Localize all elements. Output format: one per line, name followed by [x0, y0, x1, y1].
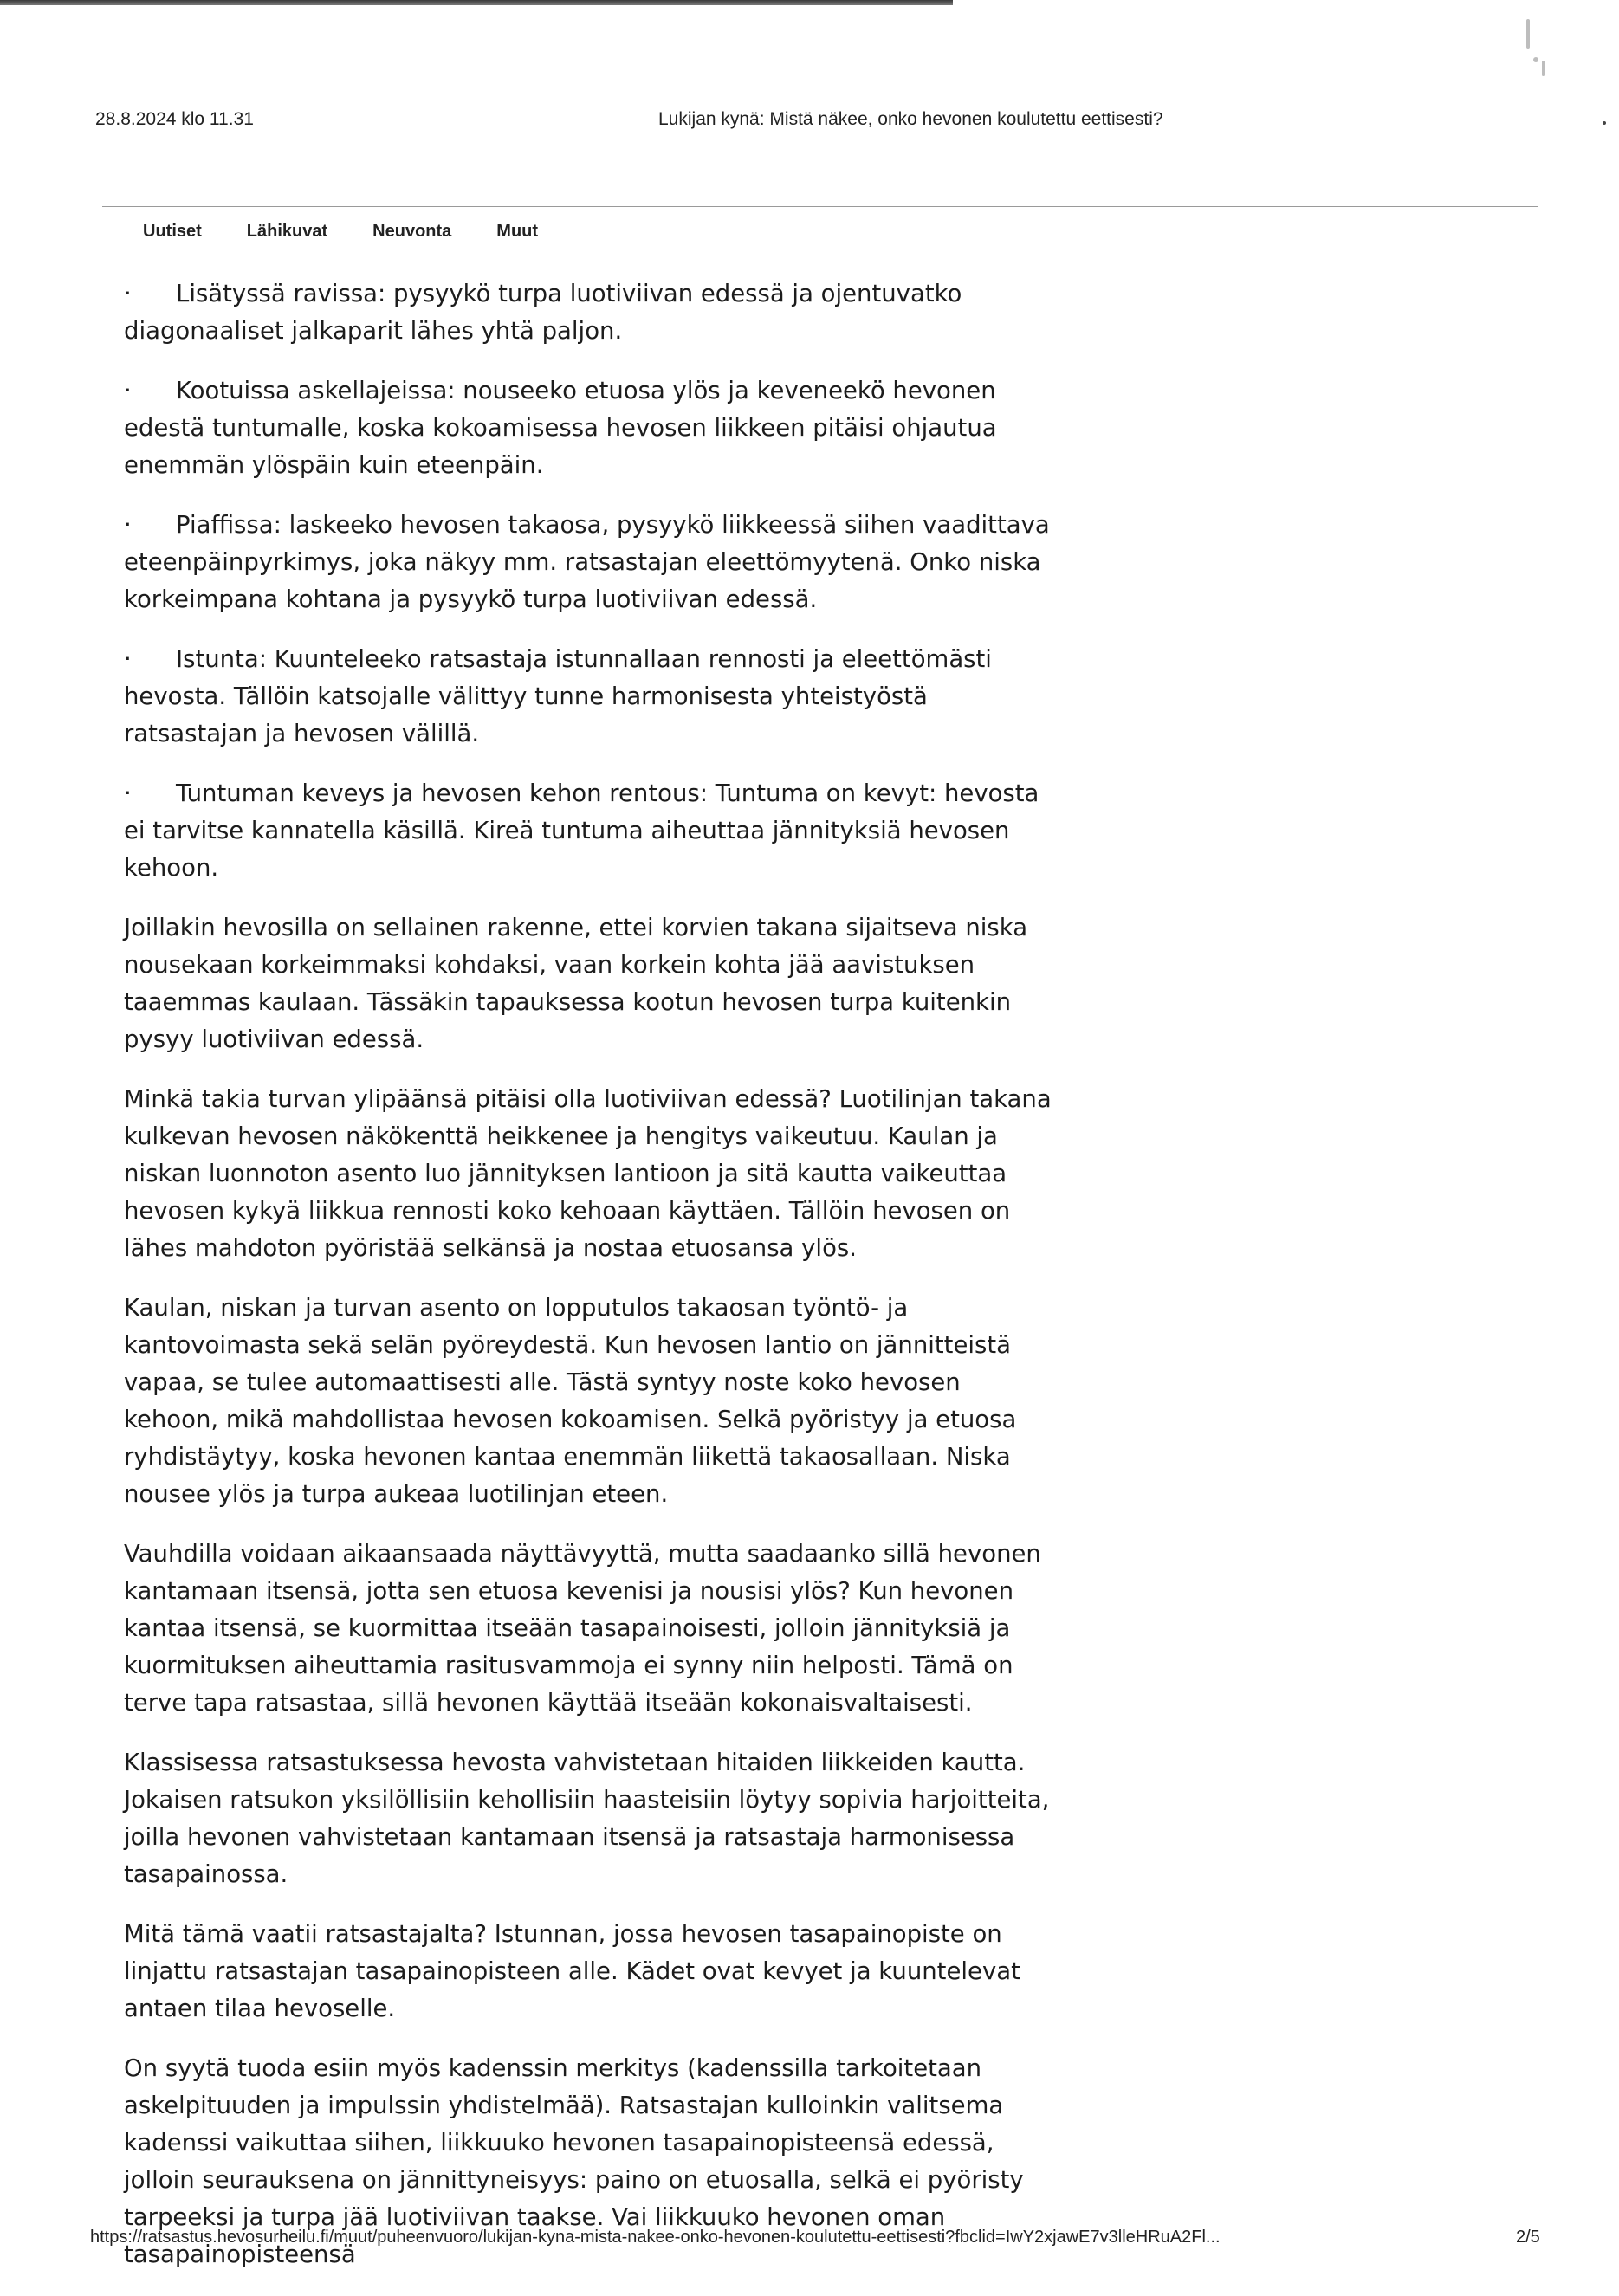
article-paragraph: Minkä takia turvan ylipäänsä pitäisi olla luotiviivan edessä? Luotilinjan takana kulkevan hevosen näkökenttä heikkenee ja hengitys vaikeutuu. Kaulan ja niskan luonnoton asento luo jännityksen lantioon ja sitä kautta vaikeuttaa hevosen kykyä liikkua rennosti koko kehoaan käyttäen. Tällöin hevosen on lähes mahdoton pyöristää selkänsä ja nostaa etuosansa ylös. [124, 1085, 1052, 1262]
list-item [124, 275, 1059, 350]
scan-speck [1603, 121, 1606, 125]
article-paragraph: Klassisessa ratsastuksessa hevosta vahvistetaan hitaiden liikkeiden kautta. Jokaisen ratsukon yksilöllisiin kehollisiin haasteisiin löytyy sopivia harjoitteita, joilla hevonen vahvistetaan kantamaan itsensä ja ratsastaja harmonisessa tasapainossa. [124, 1749, 1050, 1888]
nav-item-neuvonta[interactable]: Neuvonta [372, 222, 452, 241]
list-item [124, 641, 1059, 753]
print-page-title: Lukijan kynä: Mistä näkee, onko hevonen koulutettu eettisesti? [658, 109, 1163, 129]
list-item [124, 372, 1059, 484]
list-item [124, 775, 1059, 887]
article-paragraph: Joillakin hevosilla on sellainen rakenne, ettei korvien takana sijaitseva niska nousekaan korkeimmaksi kohdaksi, vaan korkein kohta jää aavistuksen taaemmas kaulaan. Tässäkin tapauksessa kootun hevosen turpa kuitenkin pysyy luotiviivan edessä. [124, 914, 1028, 1053]
print-datetime: 28.8.2024 klo 11.31 [95, 109, 254, 129]
bullet-marker: · [124, 511, 132, 539]
print-footer-url: https://ratsastus.hevosurheilu.fi/muut/puheenvuoro/lukijan-kyna-mista-nakee-onko-hevonen-koulutettu-eettisesti?fbclid=IwY2xjawE7v3lleHRuA2Fl... [90, 2228, 1221, 2247]
scan-edge [0, 0, 953, 5]
page-number: 2/5 [1516, 2228, 1540, 2247]
article-paragraph: Vauhdilla voidaan aikaansaada näyttävyyttä, mutta saadaanko sillä hevonen kantamaan itsensä, jotta sen etuosa kevenisi ja nousisi ylös? Kun hevonen kantaa itsensä, se kuormittaa itseään tasapainoisesti, jolloin jännityksiä ja kuormituksen aiheuttamia rasitusvammoja ei synny niin helposti. Tämä on terve tapa ratsastaa, sillä hevonen käyttää itseään kokonaisvaltaisesti. [124, 1540, 1041, 1717]
bullet-marker: · [124, 280, 132, 307]
nav-divider [102, 206, 1538, 207]
article-paragraph: On syytä tuoda esiin myös kadenssin merkitys (kadenssilla tarkoitetaan askelpituuden ja impulssin yhdistelmää). Ratsastajan kulloinkin valitsema kadenssi vaikuttaa siihen, liikkuuko hevonen tasapainopisteensä edessä, jolloin seurauksena on jännittyneisyys: paino on etuosalla, selkä ei pyöristy tarpeeksi ja turpa jää luotiviivan taakse. Vai liikkuuko hevonen oman tasapainopisteensä [124, 2054, 1024, 2268]
nav-item-muut[interactable]: Muut [496, 222, 539, 241]
site-nav [143, 222, 583, 242]
article-paragraph: Mitä tämä vaatii ratsastajalta? Istunnan, jossa hevosen tasapainopiste on linjattu ratsastajan tasapainopisteen alle. Kädet ovat kevyet ja kuuntelevat antaen tilaa hevoselle. [124, 1920, 1020, 2022]
bullet-text: Tuntuman keveys ja hevosen kehon rentous: Tuntuma on kevyt: hevosta ei tarvitse kannatella käsillä. Kireä tuntuma aiheuttaa jännityksiä hevosen kehoon. [124, 779, 1039, 882]
bullet-marker: · [124, 779, 132, 807]
bullet-text: Istunta: Kuunteleeko ratsastaja istunnallaan rennosti ja eleettömästi hevosta. Tällöin katsojalle välittyy tunne harmonisesta yhteistyöstä ratsastajan ja hevosen välillä. [124, 645, 992, 747]
nav-item-uutiset[interactable]: Uutiset [143, 222, 202, 241]
article-paragraph: Kaulan, niskan ja turvan asento on lopputulos takaosan työntö- ja kantovoimasta sekä selän pyöreydestä. Kun hevosen lantio on jännitteistä vapaa, se tulee automaattisesti alle. Tästä syntyy noste koko hevosen kehoon, mikä mahdollistaa hevosen kokoamisen. Selkä pyöristyy ja etuosa ryhdistäytyy, koska hevonen kantaa enemmän liikettä takaosallaan. Niska nousee ylös ja turpa aukeaa luotilinjan eteen. [124, 1294, 1017, 1508]
bullet-text: Kootuissa askellajeissa: nouseeko etuosa ylös ja keveneekö hevonen edestä tuntumalle, koska kokoamisessa hevosen liikkeen pitäisi ohjautua enemmän ylöspäin kuin eteenpäin. [124, 377, 997, 479]
bullet-text: Piaffissa: laskeeko hevosen takaosa, pysyykö liikkeessä siihen vaadittava eteenpäinpyrkimys, joka näkyy mm. ratsastajan eleettömyytenä. Onko niska korkeimpana kohtana ja pysyykö turpa luotiviivan edessä. [124, 511, 1050, 613]
scan-speck [1533, 57, 1538, 62]
scan-speck [1526, 19, 1530, 49]
scan-speck [1542, 61, 1545, 76]
nav-item-lahikuvat[interactable]: Lähikuvat [246, 222, 328, 241]
list-item [124, 507, 1059, 618]
bullet-marker: · [124, 377, 132, 404]
bullet-marker: · [124, 645, 132, 673]
bullet-text: Lisätyssä ravissa: pysyykö turpa luotiviivan edessä ja ojentuvatko diagonaaliset jalkaparit lähes yhtä paljon. [124, 280, 962, 345]
article-body [124, 275, 1059, 2296]
